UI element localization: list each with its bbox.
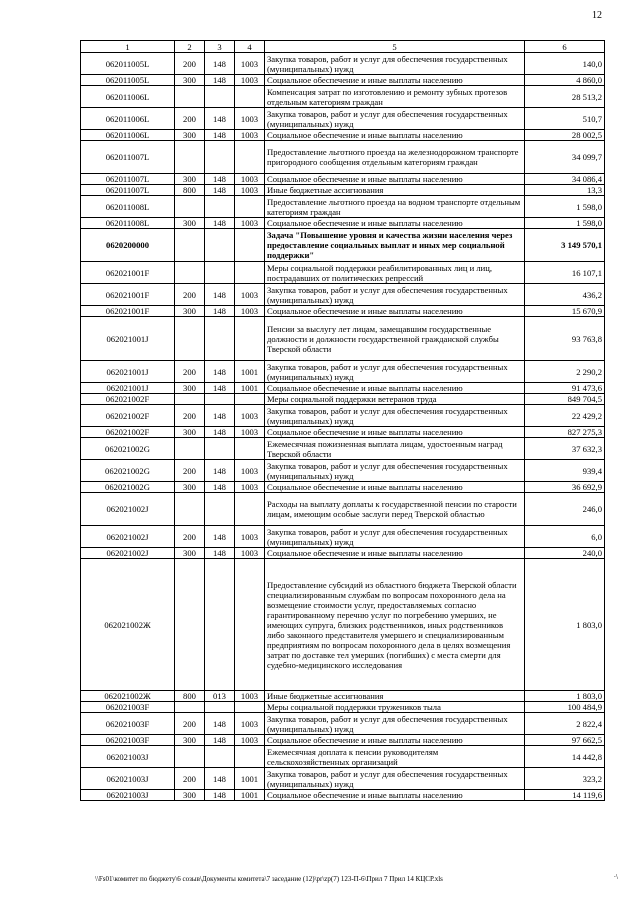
cell-amount: 28 513,2 (525, 86, 605, 108)
cell-expense-type: 200 (175, 405, 205, 427)
cell-description: Меры социальной поддержки ветеранов труда (265, 394, 525, 405)
table-row (81, 482, 605, 493)
cell-expense-type: 800 (175, 691, 205, 702)
cell-section-code (235, 141, 265, 174)
cell-code: 062021003F (81, 702, 175, 713)
cell-expense-type: 800 (175, 185, 205, 196)
cell-section-code: 1003 (235, 75, 265, 86)
cell-expense-type (175, 141, 205, 174)
cell-amount: 240,0 (525, 548, 605, 559)
cell-section-code: 1003 (235, 53, 265, 75)
cell-code: 062021002F (81, 427, 175, 438)
cell-admin-code: 148 (205, 174, 235, 185)
cell-code: 062021001J (81, 383, 175, 394)
table-row (81, 713, 605, 735)
table-row (81, 427, 605, 438)
cell-expense-type: 300 (175, 548, 205, 559)
cell-description: Закупка товаров, работ и услуг для обеспечения государственных (муниципальных) нужд (265, 713, 525, 735)
cell-description: Закупка товаров, работ и услуг для обеспечения государственных (муниципальных) нужд (265, 53, 525, 75)
cell-amount: 4 860,0 (525, 75, 605, 86)
table-row (81, 746, 605, 768)
cell-admin-code: 013 (205, 691, 235, 702)
table-row (81, 691, 605, 702)
cell-section-code: 1003 (235, 691, 265, 702)
cell-expense-type: 300 (175, 75, 205, 86)
cell-admin-code: 148 (205, 713, 235, 735)
cell-section-code: 1003 (235, 174, 265, 185)
cell-section-code (235, 702, 265, 713)
cell-admin-code: 148 (205, 735, 235, 746)
table-row (81, 141, 605, 174)
cell-description: Предоставление льготного проезда на водном транспорте отдельным категориям граждан (265, 196, 525, 218)
cell-expense-type: 200 (175, 460, 205, 482)
table-row (81, 196, 605, 218)
cell-code: 062011005L (81, 53, 175, 75)
table-row (81, 526, 605, 548)
cell-admin-code: 148 (205, 383, 235, 394)
cell-code: 062011006L (81, 108, 175, 130)
cell-code: 062021003F (81, 735, 175, 746)
cell-description: Ежемесячная доплата к пенсии руководителям сельскохозяйственных организаций (265, 746, 525, 768)
cell-admin-code (205, 559, 235, 691)
cell-description: Предоставление льготного проезда на железнодорожном транспорте пригородного сообщения отдельным категориям граждан (265, 141, 525, 174)
cell-section-code (235, 746, 265, 768)
column-header: 5 (265, 41, 525, 53)
cell-expense-type: 300 (175, 790, 205, 801)
cell-expense-type: 200 (175, 361, 205, 383)
cell-expense-type (175, 746, 205, 768)
cell-description: Социальное обеспечение и иные выплаты населению (265, 306, 525, 317)
table-row (81, 768, 605, 790)
cell-admin-code (205, 394, 235, 405)
cell-admin-code: 148 (205, 768, 235, 790)
cell-code: 062021002F (81, 394, 175, 405)
cell-admin-code: 148 (205, 548, 235, 559)
table-header-row (81, 41, 605, 53)
cell-code: 062011008L (81, 196, 175, 218)
cell-description: Меры социальной поддержки реабилитированных лиц и лиц, пострадавших от политических репрессий (265, 262, 525, 284)
cell-amount: 1 803,0 (525, 691, 605, 702)
cell-section-code: 1001 (235, 383, 265, 394)
cell-expense-type: 200 (175, 53, 205, 75)
corner-mark: ·\ (613, 873, 618, 881)
cell-admin-code (205, 229, 235, 262)
cell-description: Компенсация затрат по изготовлению и ремонту зубных протезов отдельным категориям граждан (265, 86, 525, 108)
cell-description: Ежемесячная пожизненная выплата лицам, удостоенным наград Тверской области (265, 438, 525, 460)
page-number: 12 (592, 10, 602, 21)
cell-description: Закупка товаров, работ и услуг для обеспечения государственных (муниципальных) нужд (265, 768, 525, 790)
column-header: 3 (205, 41, 235, 53)
cell-description: Социальное обеспечение и иные выплаты населению (265, 735, 525, 746)
cell-code: 062021003F (81, 713, 175, 735)
cell-expense-type: 300 (175, 482, 205, 493)
cell-expense-type (175, 229, 205, 262)
cell-expense-type: 200 (175, 768, 205, 790)
cell-description: Социальное обеспечение и иные выплаты населению (265, 383, 525, 394)
cell-expense-type: 300 (175, 735, 205, 746)
table-row (81, 108, 605, 130)
cell-description: Пенсии за выслугу лет лицам, замещавшим государственные должности и должности государственной гражданской службы Тверской области (265, 317, 525, 361)
cell-admin-code (205, 438, 235, 460)
table-row (81, 130, 605, 141)
column-header: 2 (175, 41, 205, 53)
cell-amount: 16 107,1 (525, 262, 605, 284)
cell-section-code (235, 86, 265, 108)
cell-admin-code: 148 (205, 185, 235, 196)
cell-description: Меры социальной поддержки тружеников тыла (265, 702, 525, 713)
cell-section-code: 1003 (235, 284, 265, 306)
cell-amount: 3 149 570,1 (525, 229, 605, 262)
cell-amount: 100 484,9 (525, 702, 605, 713)
cell-amount: 34 086,4 (525, 174, 605, 185)
cell-section-code: 1003 (235, 427, 265, 438)
cell-amount: 827 275,3 (525, 427, 605, 438)
cell-admin-code (205, 86, 235, 108)
cell-code: 062021001F (81, 262, 175, 284)
cell-description: Предоставление субсидий из областного бюджета Тверской области специализированным службам по вопросам похоронного дела на возмещение стоимости услуг, предоставляемых согласно гарантированному перечню услуг по погребению умерших, не имеющих супруга, близких родственников, иных родственников либо законного представителя умершего и специализированным предприятиям по вопросам похоронного дела в целях возмещения затрат по доставке тел умерших (погибших) с места смерти для судебно-медицинского исследования (265, 559, 525, 691)
cell-amount: 15 670,9 (525, 306, 605, 317)
cell-amount: 849 704,5 (525, 394, 605, 405)
cell-admin-code (205, 746, 235, 768)
cell-amount: 91 473,6 (525, 383, 605, 394)
cell-code: 062021002G (81, 482, 175, 493)
column-header: 4 (235, 41, 265, 53)
table-row (81, 185, 605, 196)
cell-description: Закупка товаров, работ и услуг для обеспечения государственных (муниципальных) нужд (265, 284, 525, 306)
cell-expense-type: 300 (175, 218, 205, 229)
cell-description: Закупка товаров, работ и услуг для обеспечения государственных (муниципальных) нужд (265, 405, 525, 427)
cell-amount: 436,2 (525, 284, 605, 306)
cell-description: Расходы на выплату доплаты к государственной пенсии по старости лицам, имеющим особые заслуги перед Тверской областью (265, 493, 525, 526)
cell-section-code: 1003 (235, 713, 265, 735)
table-row (81, 284, 605, 306)
cell-code: 062021001F (81, 306, 175, 317)
cell-description: Социальное обеспечение и иные выплаты населению (265, 174, 525, 185)
table-row (81, 306, 605, 317)
table-row (81, 383, 605, 394)
cell-description: Иные бюджетные ассигнования (265, 185, 525, 196)
cell-section-code: 1001 (235, 361, 265, 383)
table-row (81, 394, 605, 405)
cell-code: 062021002G (81, 460, 175, 482)
table-row (81, 548, 605, 559)
cell-section-code (235, 438, 265, 460)
cell-code: 062021002F (81, 405, 175, 427)
cell-expense-type: 200 (175, 108, 205, 130)
cell-section-code (235, 196, 265, 218)
cell-section-code: 1003 (235, 405, 265, 427)
cell-admin-code: 148 (205, 284, 235, 306)
cell-admin-code (205, 262, 235, 284)
cell-admin-code: 148 (205, 482, 235, 493)
cell-section-code: 1001 (235, 768, 265, 790)
cell-admin-code: 148 (205, 218, 235, 229)
cell-description: Закупка товаров, работ и услуг для обеспечения государственных (муниципальных) нужд (265, 361, 525, 383)
cell-amount: 37 632,3 (525, 438, 605, 460)
cell-amount: 246,0 (525, 493, 605, 526)
cell-expense-type (175, 317, 205, 361)
cell-expense-type (175, 559, 205, 691)
cell-expense-type (175, 394, 205, 405)
cell-amount: 2 290,2 (525, 361, 605, 383)
cell-section-code: 1003 (235, 482, 265, 493)
cell-description: Задача "Повышение уровня и качества жизни населения через предоставление социальных выплат и иных мер социальной поддержки" (265, 229, 525, 262)
cell-section-code: 1003 (235, 306, 265, 317)
cell-description: Иные бюджетные ассигнования (265, 691, 525, 702)
table-row (81, 53, 605, 75)
cell-description: Социальное обеспечение и иные выплаты населению (265, 548, 525, 559)
cell-expense-type (175, 702, 205, 713)
cell-admin-code: 148 (205, 526, 235, 548)
table-row (81, 86, 605, 108)
cell-code: 062021002J (81, 493, 175, 526)
cell-amount: 1 598,0 (525, 196, 605, 218)
cell-code: 062021002G (81, 438, 175, 460)
cell-section-code (235, 262, 265, 284)
cell-admin-code (205, 702, 235, 713)
cell-description: Закупка товаров, работ и услуг для обеспечения государственных (муниципальных) нужд (265, 108, 525, 130)
cell-amount: 140,0 (525, 53, 605, 75)
cell-section-code (235, 394, 265, 405)
cell-code: 062021002Ж (81, 559, 175, 691)
cell-section-code: 1003 (235, 526, 265, 548)
table-row (81, 75, 605, 86)
cell-amount: 2 822,4 (525, 713, 605, 735)
table-row (81, 493, 605, 526)
cell-amount: 323,2 (525, 768, 605, 790)
cell-amount: 939,4 (525, 460, 605, 482)
cell-amount: 22 429,2 (525, 405, 605, 427)
cell-code: 062021003J (81, 790, 175, 801)
cell-admin-code (205, 317, 235, 361)
cell-expense-type (175, 86, 205, 108)
cell-code: 062021003J (81, 746, 175, 768)
cell-amount: 28 002,5 (525, 130, 605, 141)
cell-section-code: 1003 (235, 548, 265, 559)
cell-section-code: 1003 (235, 185, 265, 196)
cell-amount: 14 442,8 (525, 746, 605, 768)
cell-amount: 6,0 (525, 526, 605, 548)
cell-code: 062021002J (81, 548, 175, 559)
cell-section-code (235, 493, 265, 526)
cell-description: Социальное обеспечение и иные выплаты населению (265, 130, 525, 141)
cell-amount: 34 099,7 (525, 141, 605, 174)
cell-section-code: 1003 (235, 460, 265, 482)
cell-section-code: 1001 (235, 790, 265, 801)
cell-admin-code: 148 (205, 790, 235, 801)
cell-section-code (235, 559, 265, 691)
cell-admin-code: 148 (205, 306, 235, 317)
cell-code: 062011006L (81, 86, 175, 108)
table-row (81, 790, 605, 801)
cell-amount: 510,7 (525, 108, 605, 130)
cell-section-code: 1003 (235, 108, 265, 130)
cell-admin-code: 148 (205, 53, 235, 75)
cell-admin-code (205, 196, 235, 218)
cell-section-code: 1003 (235, 130, 265, 141)
cell-expense-type: 300 (175, 130, 205, 141)
cell-expense-type: 300 (175, 427, 205, 438)
table-row (81, 702, 605, 713)
cell-description: Социальное обеспечение и иные выплаты населению (265, 218, 525, 229)
cell-code: 062011007L (81, 185, 175, 196)
cell-section-code: 1003 (235, 735, 265, 746)
cell-code: 062011008L (81, 218, 175, 229)
cell-admin-code: 148 (205, 427, 235, 438)
cell-amount: 36 692,9 (525, 482, 605, 493)
table-row (81, 460, 605, 482)
cell-admin-code: 148 (205, 361, 235, 383)
table-row (81, 229, 605, 262)
cell-expense-type (175, 493, 205, 526)
cell-expense-type (175, 196, 205, 218)
cell-code: 062021003J (81, 768, 175, 790)
cell-code: 062021001J (81, 317, 175, 361)
cell-admin-code: 148 (205, 130, 235, 141)
cell-admin-code (205, 493, 235, 526)
cell-admin-code: 148 (205, 75, 235, 86)
cell-expense-type: 200 (175, 284, 205, 306)
cell-description: Социальное обеспечение и иные выплаты населению (265, 790, 525, 801)
cell-description: Социальное обеспечение и иные выплаты населению (265, 482, 525, 493)
table-row (81, 559, 605, 691)
table-row (81, 174, 605, 185)
table-row (81, 405, 605, 427)
cell-amount: 1 803,0 (525, 559, 605, 691)
column-header: 1 (81, 41, 175, 53)
cell-code: 062011007L (81, 141, 175, 174)
cell-section-code: 1003 (235, 218, 265, 229)
table-row (81, 317, 605, 361)
cell-code: 062011007L (81, 174, 175, 185)
table-row (81, 438, 605, 460)
budget-table (80, 40, 605, 801)
column-header: 6 (525, 41, 605, 53)
cell-section-code (235, 317, 265, 361)
cell-amount: 1 598,0 (525, 218, 605, 229)
cell-expense-type: 200 (175, 713, 205, 735)
table-row (81, 262, 605, 284)
table-row (81, 361, 605, 383)
cell-description: Социальное обеспечение и иные выплаты населению (265, 75, 525, 86)
cell-description: Закупка товаров, работ и услуг для обеспечения государственных (муниципальных) нужд (265, 526, 525, 548)
cell-code: 062021002Ж (81, 691, 175, 702)
cell-description: Закупка товаров, работ и услуг для обеспечения государственных (муниципальных) нужд (265, 460, 525, 482)
cell-expense-type (175, 438, 205, 460)
cell-expense-type (175, 262, 205, 284)
file-path-footer: \\Fs01\комитет по бюджету\6 созыв\Документы комитета\7 заседание (12)\pr\zp(7) 123-П-6\Прил 7 Прил 14 КЦСР.xls (95, 875, 443, 883)
cell-amount: 93 763,8 (525, 317, 605, 361)
cell-amount: 13,3 (525, 185, 605, 196)
cell-code: 062021001J (81, 361, 175, 383)
cell-code: 062011006L (81, 130, 175, 141)
cell-admin-code: 148 (205, 405, 235, 427)
cell-admin-code: 148 (205, 460, 235, 482)
cell-code: 062021001F (81, 284, 175, 306)
cell-description: Социальное обеспечение и иные выплаты населению (265, 427, 525, 438)
cell-code: 062011005L (81, 75, 175, 86)
cell-admin-code (205, 141, 235, 174)
cell-expense-type: 200 (175, 526, 205, 548)
cell-code: 062021002J (81, 526, 175, 548)
cell-amount: 97 662,5 (525, 735, 605, 746)
table-row (81, 735, 605, 746)
table-row (81, 218, 605, 229)
cell-amount: 14 119,6 (525, 790, 605, 801)
cell-expense-type: 300 (175, 174, 205, 185)
cell-section-code (235, 229, 265, 262)
cell-expense-type: 300 (175, 383, 205, 394)
cell-code: 0620200000 (81, 229, 175, 262)
cell-admin-code: 148 (205, 108, 235, 130)
cell-expense-type: 300 (175, 306, 205, 317)
